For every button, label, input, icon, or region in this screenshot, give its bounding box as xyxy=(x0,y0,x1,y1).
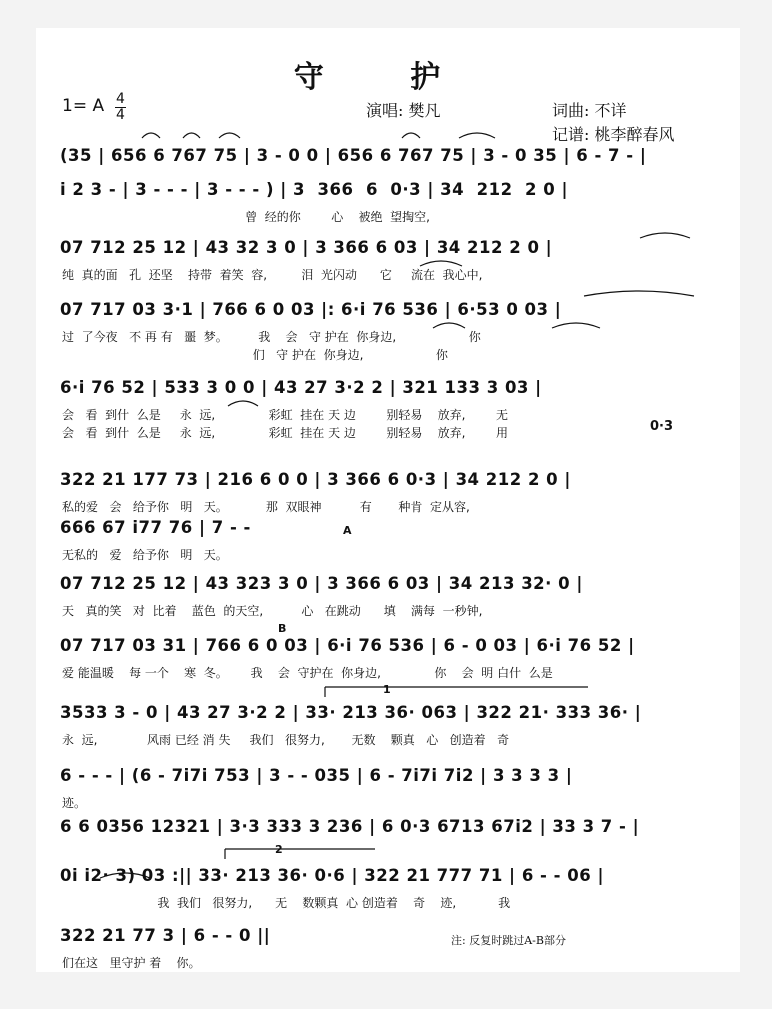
singer-credit: 演唱: 樊凡 xyxy=(366,101,441,120)
notation-row: (35 | 656 6 767 75 | 3 - 0 0 | 656 6 767 75 | 3 - 0 35 | 6 - 7 - | xyxy=(60,146,647,165)
slur-arc xyxy=(459,133,495,138)
slur-arc xyxy=(142,133,160,138)
lyric-line: 过 了今夜 不 再 有 噩 梦。 我 会 守 护在 你身边, 你 xyxy=(62,330,481,344)
segno-b: B xyxy=(278,622,287,635)
volta-1-label: 1 xyxy=(383,683,391,696)
notation-row: 07 717 03 31 | 766 6 0 03 | 6·i 76 536 | 6 - 0 03 | 6·i 76 52 | xyxy=(60,636,635,655)
notation-row: i 2 3 - | 3 - - - | 3 - - - ) | 3 366 6 0·3 | 34 212 2 0 | xyxy=(60,180,569,199)
lyric-line: 我 我们 很努力, 无 数颗真 心 创造着 奇 迹, 我 xyxy=(62,896,511,910)
composer-credit: 词曲: 不详 xyxy=(552,101,627,120)
notation-row: 07 712 25 12 | 43 32 3 0 | 3 366 6 03 | 34 212 2 0 | xyxy=(60,238,553,257)
slur-arc xyxy=(420,261,462,266)
lyric-line: 曾 经的你 心 被绝 望掏空, xyxy=(62,210,430,224)
notation-row: 3533 3 - 0 | 43 27 3·2 2 | 33· 213 36· 063 | 322 21· 333 36· | xyxy=(60,703,642,722)
lyric-line: 迹。 xyxy=(62,796,87,810)
lyric-line: 们 守 护在 你身边, 你 xyxy=(62,348,448,362)
slur-arc xyxy=(402,133,420,138)
notation-row: 07 717 03 3·1 | 766 6 0 03 |: 6·i 76 536 | 6·53 0 03 | xyxy=(60,300,562,319)
lyric-line: 会 看 到什 么是 永 远, 彩虹 挂在 天 边 别轻易 放弃, 用 xyxy=(62,426,508,440)
lyric-line: 私的爱 会 给予你 明 天。 那 双眼神 有 种肯 定从容, xyxy=(62,500,470,514)
lyric-line: 永 远, 风雨 已经 消 失 我们 很努力, 无数 颗真 心 创造着 奇 xyxy=(62,733,510,747)
transcriber-credit: 记谱: 桃李醉春风 xyxy=(552,125,675,144)
song-title: 守 护 xyxy=(293,60,479,95)
slur-arc xyxy=(100,873,150,878)
slur-arc xyxy=(228,401,258,406)
slur-arc xyxy=(584,291,694,296)
lyric-line: 们在这 里守护 着 你。 xyxy=(62,956,201,970)
pickup-note: 0·3 xyxy=(650,419,674,434)
slur-arc xyxy=(183,133,200,138)
slur-arc xyxy=(640,233,690,238)
lyric-line: 天 真的笑 对 比着 蓝色 的天空, 心 在跳动 填 满每 一秒钟, xyxy=(62,604,483,618)
slur-arc xyxy=(433,323,465,328)
key-signature: 1= A xyxy=(62,96,105,116)
notation-row: 07 712 25 12 | 43 323 3 0 | 3 366 6 03 | 34 213 32· 0 | xyxy=(60,574,583,593)
time-signature: 4 4 xyxy=(116,91,125,123)
notation-row: 0i i2· 3) 03 :|| 33· 213 36· 0·6 | 322 21 777 71 | 6 - - 06 | xyxy=(60,866,604,885)
footnote: 注: 反复时跳过A-B部分 xyxy=(451,934,566,947)
slur-arc xyxy=(219,133,240,138)
notation-row: 322 21 77 3 | 6 - - 0 || xyxy=(60,926,271,945)
notation-row: 6·i 76 52 | 533 3 0 0 | 43 27 3·2 2 | 321 133 3 03 | xyxy=(60,378,542,397)
notation-row: 322 21 177 73 | 216 6 0 0 | 3 366 6 0·3 | 34 212 2 0 | xyxy=(60,470,571,489)
slur-arc xyxy=(552,323,600,328)
notation-row: 666 67 i77 76 | 7 - - xyxy=(60,518,251,537)
lyric-line: 爱 能温暖 每 一个 寒 冬。 我 会 守护在 你身边, 你 会 明 白什 么是 xyxy=(62,666,553,680)
volta-2-label: 2 xyxy=(275,843,283,856)
lyric-line: 无私的 爱 给予你 明 天。 xyxy=(62,548,228,562)
lyric-line: 纯 真的面 孔 还坚 持带 着笑 容, 泪 光闪动 它 流在 我心中, xyxy=(62,268,483,282)
notation-row: 6 6 0356 12321 | 3·3 333 3 236 | 6 0·3 6713 67i2 | 33 3 7 - | xyxy=(60,817,640,836)
notation-row: 6 - - - | (6 - 7i7i 753 | 3 - - 035 | 6 - 7i7i 7i2 | 3 3 3 3 | xyxy=(60,766,573,785)
segno-a: A xyxy=(343,524,352,537)
lyric-line: 会 看 到什 么是 永 远, 彩虹 挂在 天 边 别轻易 放弃, 无 xyxy=(62,408,508,422)
